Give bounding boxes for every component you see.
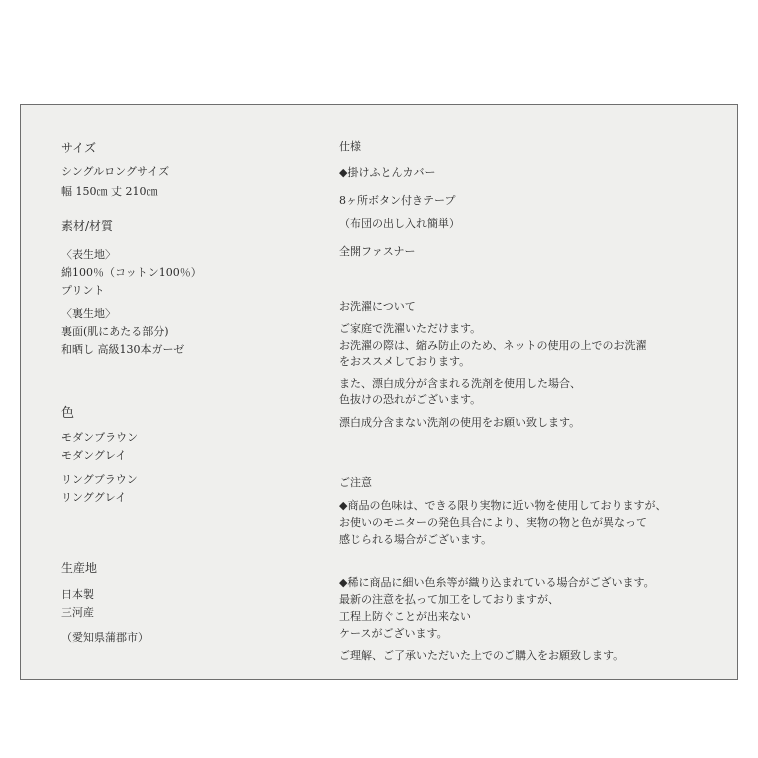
size-dimensions: 幅 150㎝ 丈 210㎝ (61, 185, 158, 198)
washing-line: 漂白成分含まない洗剤の使用をお願い致します。 (339, 416, 581, 429)
inner-fabric-heading: 〈裏生地〉 (61, 307, 116, 320)
washing-heading: お洗濯について (339, 300, 416, 313)
caution-heading: ご注意 (339, 476, 372, 489)
color-heading: 色 (61, 406, 75, 421)
spec-line: （布団の出し入れ簡単） (339, 217, 460, 230)
origin-line: （愛知県蒲郡市） (61, 631, 149, 644)
spec-line: ◆掛けふとんカバー (339, 166, 436, 179)
origin-line: 日本製 (61, 588, 94, 601)
color-option: リングブラウン (61, 473, 138, 486)
washing-line: お洗濯の際は、縮み防止のため、ネットの使用の上でのお洗濯 (339, 339, 647, 352)
spec-heading: 仕様 (339, 140, 361, 153)
caution-line: 工程上防ぐことが出来ない (339, 610, 471, 623)
outer-fabric-line: プリント (61, 284, 105, 297)
color-option: モダンブラウン (61, 431, 139, 444)
caution-line: お使いのモニターの発色具合により、実物の物と色が異なって (339, 516, 647, 529)
material-heading: 素材/材質 (61, 219, 114, 233)
outer-fabric-line: 綿100％（コットン100％） (61, 266, 202, 279)
color-option: リンググレイ (61, 491, 127, 504)
origin-line: 三河産 (61, 606, 94, 619)
color-option: モダングレイ (61, 449, 127, 462)
caution-line: ◆商品の色味は、できる限り実物に近い物を使用しておりますが、 (339, 499, 667, 512)
caution-line: 感じられる場合がございます。 (339, 533, 493, 546)
product-info-card (20, 104, 738, 680)
washing-line: 色抜けの恐れがございます。 (339, 393, 482, 406)
origin-heading: 生産地 (61, 561, 98, 575)
caution-line: ◆稀に商品に細い色糸等が織り込まれている場合がございます。 (339, 576, 655, 589)
washing-line: をおススメしております。 (339, 355, 471, 368)
caution-line: ご理解、ご了承いただいた上でのご購入をお願致します。 (339, 649, 625, 662)
spec-line: 全開ファスナー (339, 245, 416, 258)
caution-line: ケースがございます。 (339, 627, 448, 640)
washing-line: また、漂白成分が含まれる洗剤を使用した場合、 (339, 377, 581, 390)
washing-line: ご家庭で洗濯いただけます。 (339, 322, 482, 335)
spec-line: 8ヶ所ボタン付きテープ (339, 194, 456, 207)
caution-line: 最新の注意を払って加工をしておりますが、 (339, 593, 559, 606)
size-heading: サイズ (61, 141, 97, 155)
size-name: シングルロングサイズ (61, 165, 170, 178)
inner-fabric-line: 裏面(肌にあたる部分) (61, 325, 169, 338)
outer-fabric-heading: 〈表生地〉 (61, 248, 116, 261)
inner-fabric-line: 和晒し 高級130本ガーゼ (61, 343, 185, 356)
